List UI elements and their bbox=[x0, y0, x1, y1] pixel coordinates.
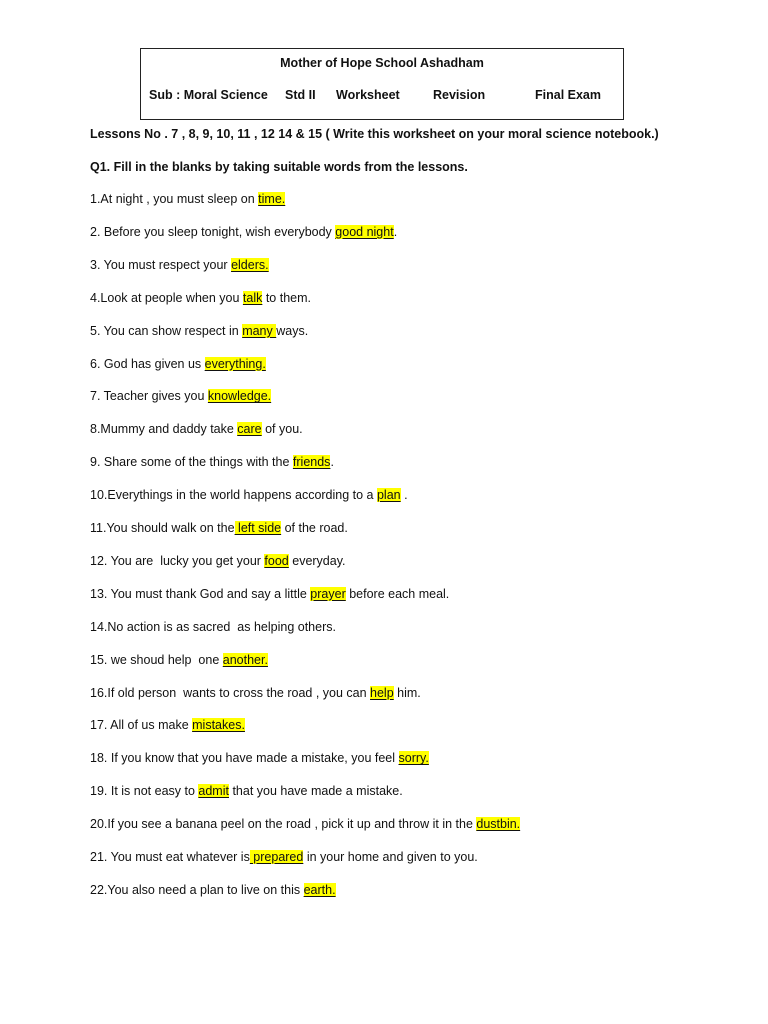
subject-label: Sub : Moral Science bbox=[149, 88, 268, 102]
answer-highlight: good night bbox=[335, 224, 394, 239]
answer-highlight: help bbox=[370, 685, 394, 700]
item-text: 14.No action is as sacred as helping others. bbox=[90, 619, 336, 634]
list-item bbox=[90, 883, 336, 897]
answer-highlight: knowledge. bbox=[207, 389, 272, 404]
item-text-end: before each meal. bbox=[345, 586, 450, 601]
item-text: 6. God has given us bbox=[90, 356, 205, 371]
list-item bbox=[90, 554, 346, 568]
item-text: 15. we shoud help one bbox=[90, 652, 223, 667]
list-item bbox=[90, 324, 308, 338]
final-exam-label: Final Exam bbox=[535, 88, 601, 102]
answer-highlight: left side bbox=[234, 521, 282, 535]
item-text: 10.Everythings in the world happens according to a bbox=[90, 488, 377, 503]
worksheet-label: Worksheet bbox=[336, 88, 400, 102]
answer-highlight: friends bbox=[292, 455, 331, 470]
item-text: 21. You must eat whatever is bbox=[90, 850, 250, 864]
school-title: Mother of Hope School Ashadham bbox=[280, 56, 484, 70]
answer-highlight: mistakes. bbox=[192, 718, 245, 733]
answer-highlight: earth. bbox=[303, 882, 336, 897]
item-text: 2. Before you sleep tonight, wish everybody bbox=[90, 224, 336, 239]
item-text: 8.Mummy and daddy take bbox=[90, 422, 238, 437]
answer-highlight: time. bbox=[258, 192, 286, 206]
list-item bbox=[90, 686, 421, 700]
list-item bbox=[90, 225, 397, 239]
item-text: 4.Look at people when you bbox=[90, 290, 243, 305]
list-item bbox=[90, 521, 348, 535]
answer-highlight: dustbin. bbox=[476, 817, 521, 832]
answer-highlight: another. bbox=[222, 652, 268, 667]
item-text-end: ways. bbox=[276, 323, 309, 338]
revision-label: Revision bbox=[433, 88, 486, 102]
item-text: 9. Share some of the things with the bbox=[90, 455, 293, 470]
answer-highlight: prayer bbox=[310, 586, 346, 601]
item-text-end: . bbox=[400, 488, 408, 503]
item-text: 3. You must respect your bbox=[90, 257, 232, 272]
std-label: Std II bbox=[285, 88, 316, 102]
list-item bbox=[90, 357, 266, 371]
list-item bbox=[90, 784, 403, 798]
item-text: 5. You can show respect in bbox=[90, 323, 243, 338]
list-item bbox=[90, 587, 449, 601]
lessons-line: Lessons No . 7 , 8, 9, 10, 11 , 12 14 & 15 ( Write this worksheet on your moral science notebook.) bbox=[90, 127, 659, 141]
answer-highlight: food bbox=[264, 553, 289, 568]
item-text-end: of the road. bbox=[281, 521, 348, 535]
item-text: 13. You must thank God and say a little bbox=[90, 586, 311, 601]
list-item bbox=[90, 751, 429, 765]
list-item bbox=[90, 620, 336, 634]
answer-highlight: talk bbox=[242, 290, 263, 305]
item-text-end: that you have made a mistake. bbox=[228, 784, 403, 799]
answer-highlight: care bbox=[237, 422, 262, 437]
list-item bbox=[90, 291, 311, 305]
list-item bbox=[90, 455, 334, 469]
list-item bbox=[90, 817, 520, 831]
list-item bbox=[90, 488, 408, 502]
list-item bbox=[90, 192, 285, 206]
answer-highlight: sorry. bbox=[398, 751, 429, 766]
item-text-end: him. bbox=[393, 685, 421, 700]
item-text: 11.You should walk on the bbox=[90, 521, 235, 535]
item-text-end: . bbox=[330, 455, 334, 470]
item-text: 7. Teacher gives you bbox=[90, 389, 208, 404]
answer-highlight: admit bbox=[198, 784, 229, 799]
answer-highlight: elders. bbox=[231, 257, 269, 272]
item-text: 12. You are lucky you get your bbox=[90, 553, 265, 568]
item-text: 17. All of us make bbox=[90, 718, 193, 733]
item-text: 19. It is not easy to bbox=[90, 784, 199, 799]
item-text-end: to them. bbox=[262, 290, 311, 305]
item-text: 20.If you see a banana peel on the road , pick it up and throw it in the bbox=[90, 817, 477, 832]
list-item bbox=[90, 653, 268, 667]
answer-highlight: everything. bbox=[204, 356, 266, 371]
list-item bbox=[90, 389, 271, 403]
item-text-end: everyday. bbox=[288, 553, 346, 568]
answer-highlight: plan bbox=[376, 488, 401, 503]
item-text-end: in your home and given to you. bbox=[303, 850, 478, 864]
item-text-end: . bbox=[393, 224, 398, 239]
item-text-end: of you. bbox=[261, 422, 303, 437]
answer-highlight: many bbox=[242, 323, 277, 338]
item-text: 1.At night , you must sleep on bbox=[90, 192, 259, 206]
list-item bbox=[90, 850, 478, 864]
list-item bbox=[90, 258, 269, 272]
item-text: 22.You also need a plan to live on this bbox=[90, 882, 304, 897]
item-text: 18. If you know that you have made a mistake, you feel bbox=[90, 751, 399, 766]
question-heading: Q1. Fill in the blanks by taking suitable words from the lessons. bbox=[90, 160, 468, 174]
answer-highlight: prepared bbox=[249, 850, 304, 864]
list-item bbox=[90, 718, 245, 732]
header-box bbox=[140, 48, 624, 120]
list-item bbox=[90, 422, 303, 436]
item-text: 16.If old person wants to cross the road , you can bbox=[90, 685, 371, 700]
